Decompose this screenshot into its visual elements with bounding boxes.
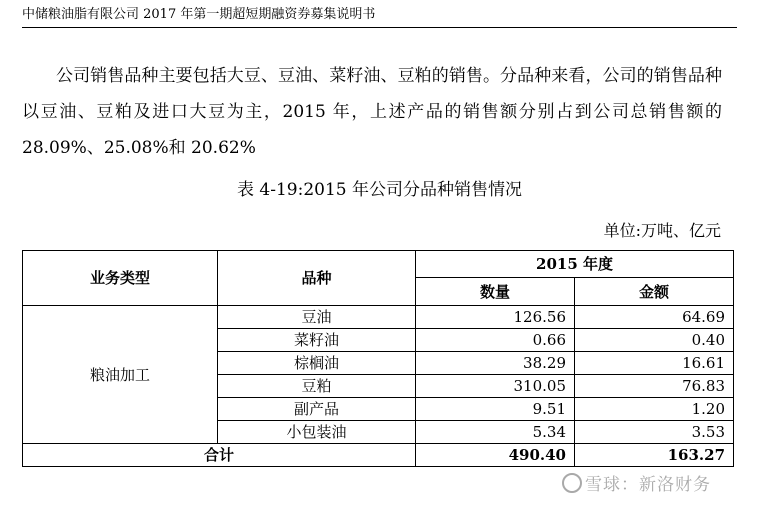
header-business-type: 业务类型 <box>23 251 218 306</box>
header-amount: 金额 <box>575 278 734 306</box>
group-label: 粮油加工 <box>23 306 218 444</box>
quantity-cell: 9.51 <box>416 398 575 421</box>
header-variety: 品种 <box>218 251 416 306</box>
header-row <box>23 251 734 278</box>
header-quantity: 数量 <box>416 278 575 306</box>
variety-cell: 副产品 <box>218 398 416 421</box>
quantity-cell: 0.66 <box>416 329 575 352</box>
variety-cell: 菜籽油 <box>218 329 416 352</box>
sales-table <box>22 250 734 467</box>
snowball-logo-icon <box>562 473 582 493</box>
unit-label: 单位:万吨、亿元 <box>603 221 721 240</box>
variety-cell: 小包装油 <box>218 421 416 444</box>
table-row <box>23 306 734 329</box>
variety-cell: 豆粕 <box>218 375 416 398</box>
amount-cell: 64.69 <box>575 306 734 329</box>
amount-cell: 3.53 <box>575 421 734 444</box>
amount-cell: 16.61 <box>575 352 734 375</box>
total-label: 合计 <box>23 444 416 467</box>
variety-cell: 豆油 <box>218 306 416 329</box>
watermark <box>562 470 711 495</box>
amount-cell: 1.20 <box>575 398 734 421</box>
body-paragraph: 公司销售品种主要包括大豆、豆油、菜籽油、豆粕的销售。分品种来看，公司的销售品种以豆油、豆粕及进口大豆为主，2015 年，上述产品的销售额分别占到公司总销售额的 28.09%、25.08%和 20.62% <box>22 66 722 158</box>
watermark-text: 雪球：新洛财务 <box>585 475 711 495</box>
quantity-cell: 38.29 <box>416 352 575 375</box>
header-year: 2015 年度 <box>416 251 734 278</box>
total-row <box>23 444 734 467</box>
amount-cell: 0.40 <box>575 329 734 352</box>
total-amount: 163.27 <box>575 444 734 467</box>
quantity-cell: 126.56 <box>416 306 575 329</box>
variety-cell: 棕榈油 <box>218 352 416 375</box>
total-quantity: 490.40 <box>416 444 575 467</box>
document-header: 中储粮油脂有限公司 2017 年第一期超短期融资券募集说明书 <box>22 6 737 28</box>
amount-cell: 76.83 <box>575 375 734 398</box>
table-caption: 表 4-19:2015 年公司分品种销售情况 <box>237 180 522 200</box>
quantity-cell: 5.34 <box>416 421 575 444</box>
quantity-cell: 310.05 <box>416 375 575 398</box>
